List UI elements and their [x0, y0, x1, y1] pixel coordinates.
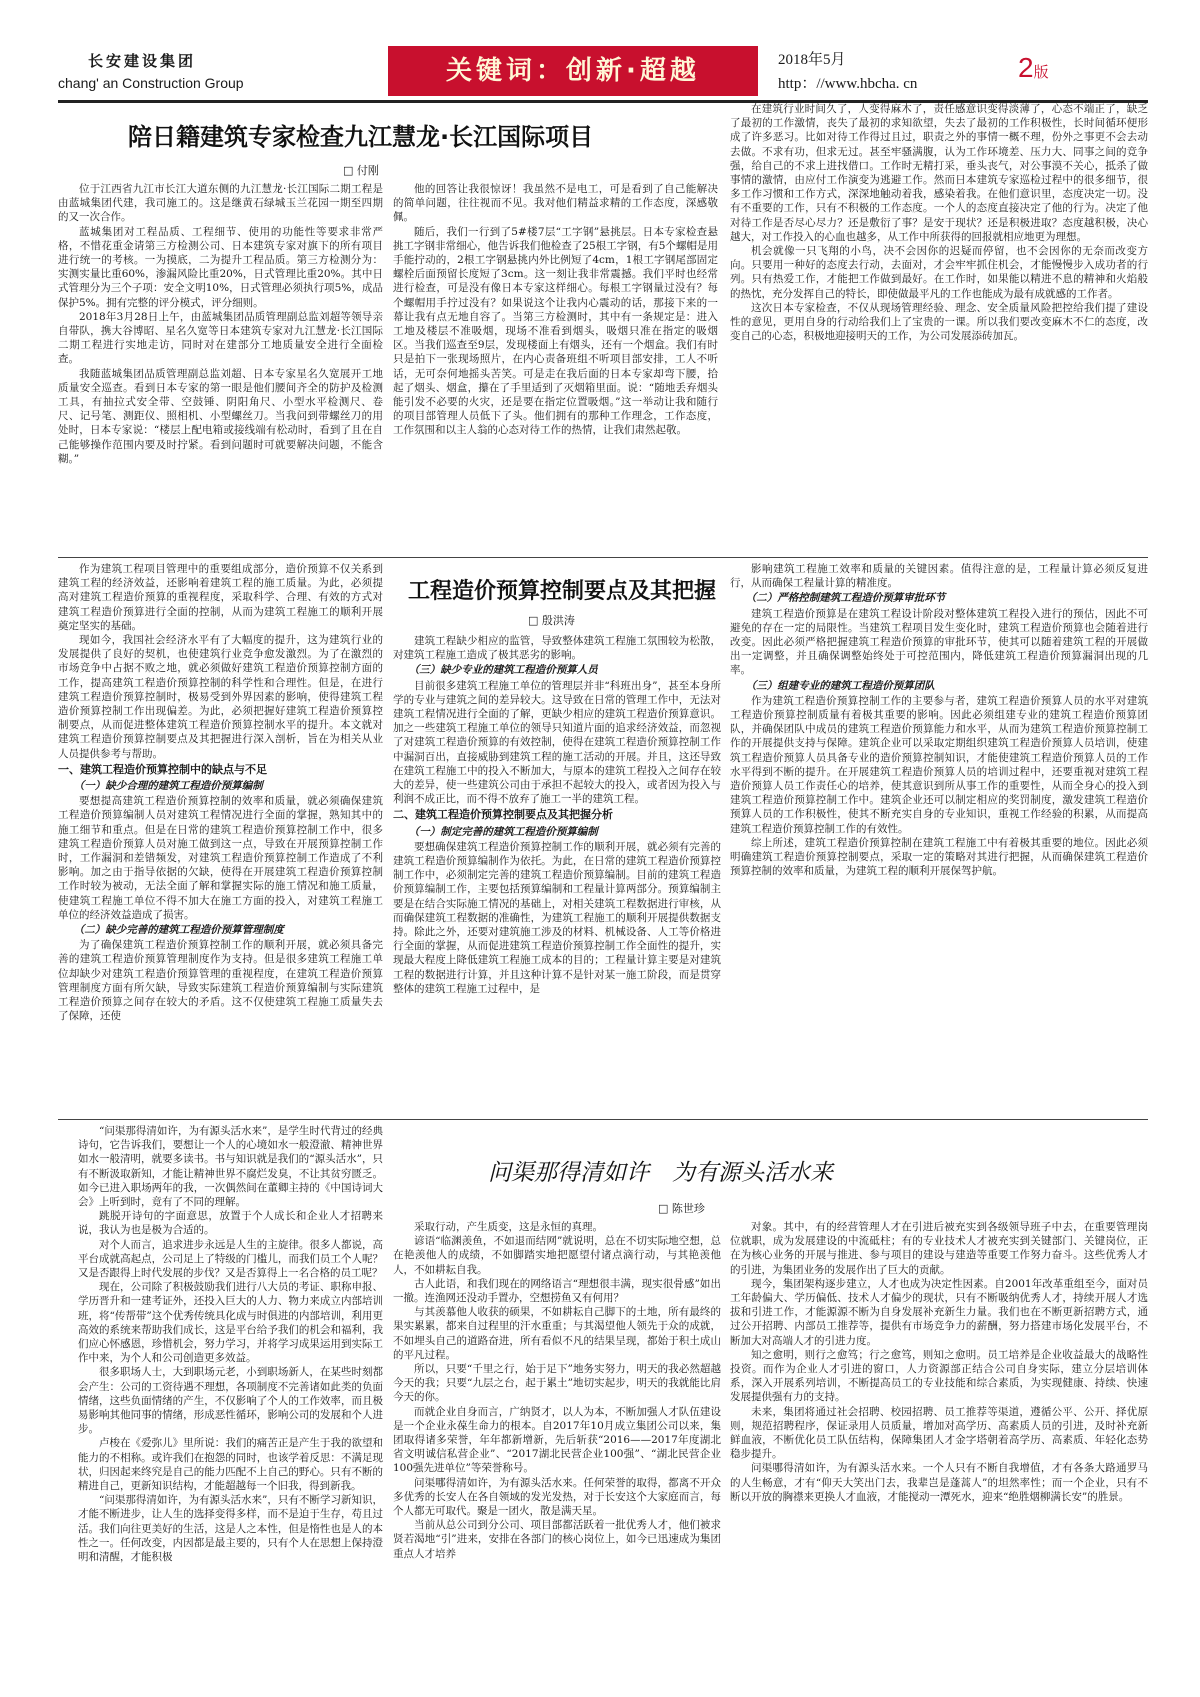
paragraph: 要想确保建筑工程造价预算控制工作的顺利开展，就必须有完善的建筑工程造价预算编制作为依托。为此，在日常的建筑工程造价预算控制工作中，必须制定完善的建筑工程造价预算编制。目前的建筑工程造价预算编制工作，主要包括预算编制和工程量计算两部分。预算编制主要是在结合实际施工情况的基础上，对相关建筑工程数据进行审核，从而确保建筑工程数据的准确性，为建筑工程施工的顺利开展提供数据支持。除此之外，还要对建筑施工涉及的材料、机械设备、人工等价格进行全面的掌握，从而促进建筑工程造价预算控制工作全面性的提升，实现最大程度上降低建筑工程施工成本的目的；工程量计算主要是对建筑工程的数据进行计算，并且这种计算不是针对某一施工阶段，而是贯穿整体的建筑工程施工过程中，是: [393, 840, 721, 995]
paragraph: 未来，集团将通过社会招聘、校园招聘、员工推荐等渠道，遵循公平、公开、择优原则，规范招聘程序，保证录用人员质量，增加对高学历、高素质人员的引进，及时补充新鲜血液，不断优化员工队伍结构，保障集团人才金字塔朝着高学历、高素质、年轻化态势稳步提升。: [730, 1405, 1148, 1461]
newspaper-page: [58, 42, 1148, 1672]
paragraph: 我随蓝城集团品质管理副总监刘超、日本专家星名久宽展开工地质量安全巡查。看到日本专家的第一眼是他们腰间齐全的防护及检测工具，有抽拉式安全带、空鼓锤、阴阳角尺、小型水平检测尺、卷尺、记号笔、测距仪、照相机、小型螺丝刀。当我问到带螺丝刀的用处时，日本专家说：“楼层上配电箱或接线端有松动时，看到了且在自己能够操作范围内要及时拧紧。看到问题时可就要解决问题，不能含糊。”: [58, 367, 383, 465]
section-heading: （一）缺少合理的建筑工程造价预算编制: [73, 780, 263, 793]
section-heading: 二、建筑工程造价预算控制要点及其把握分析: [393, 808, 613, 822]
company-brand: [58, 50, 358, 91]
section-heading: （三）组建专业的建筑工程造价预算团队: [745, 679, 935, 692]
masthead: [58, 42, 1148, 103]
article1-column-2: [393, 182, 718, 552]
company-name-cn: 长安建设集团: [88, 52, 197, 70]
paragraph: 现如今，我国社会经济水平有了大幅度的提升，这为建筑行业的发展提供了良好的契机，也使建筑行业竞争愈发激烈。为了在激烈的市场竞争中占据不败之地，就必须做好建筑工程造价预算控制方面的工作，提高建筑工程造价预算控制的科学性和合理性。但是，在进行建筑工程造价预算控制时，极易受到外界因素的影响，使得建筑工程造价预算控制工作出现偏差。为此，必须把握好建筑工程造价预算控制要点，从而促进整体建筑工程造价预算控制水平的提升。本文就对建筑工程造价预算控制要点及其把握进行深入剖析，旨在为相关从业人员提供参考与帮助。: [58, 634, 383, 760]
article1-title: 陪日籍建筑专家检查九江慧龙·长江国际项目: [128, 123, 594, 151]
section-heading: 一、建筑工程造价预算控制中的缺点与不足: [58, 762, 267, 776]
paragraph: 作为建筑工程项目管理中的重要组成部分，造价预算不仅关系到建筑工程的经济效益，还影响着建筑工程的施工质量。为此，必须提高对建筑工程造价预算的重视程度，采取科学、合理、有效的方式对建筑工程造价预算进行全面的控制，从而为建筑工程施工的顺利开展奠定坚实的基础。: [58, 563, 383, 632]
section-heading: （三）缺少专业的建筑工程造价预算人员: [408, 664, 598, 677]
section-heading: （二）缺少完善的建筑工程造价预算管理制度: [73, 924, 284, 937]
paragraph: 为了确保建筑工程造价预算控制工作的顺利开展，就必须具备完善的建筑工程造价预算管理制度作为支持。但是很多建筑工程施工单位却缺少对建筑工程造价预算管理的重视程度，在建筑工程造价预算管理制度方面有所欠缺，导致实际建筑工程造价预算编制与实际建筑工程造价预算之间存在较大的矛盾。这不仅使建筑工程施工质量失去了保障，还使: [58, 939, 383, 1023]
article2-column-2: [393, 634, 721, 1112]
article1-column-1: [58, 182, 383, 552]
divider: [58, 557, 1148, 558]
paragraph: 谚语“临渊羡鱼，不如退而结网”就说明，总在不切实际地空想，总在艳羡他人的成绩，不如脚踏实地把愿望付诸点滴行动，与其艳羡他人，不如耕耘自我。: [393, 1235, 721, 1276]
paragraph: 2018年3月28日上午，由蓝城集团品质管理副总监刘超等领导亲自带队，携大谷博昭、星名久宽等日本建筑专家对九江慧龙·长江国际二期工程进行实地走访，同时对在建部分工地质量安全进行全面检查。: [58, 310, 383, 366]
article2-column-3: [730, 562, 1148, 1112]
paragraph: 在建筑行业时间久了，人变得麻木了，责任感意识变得淡薄了，心态不端正了，缺乏了最初的工作激情，丧失了最初的求知欲望，失去了最初的工作积极性，长时间循环便形成了许多恶习。比如对待工作得过且过，职责之外的事情一概不理，份外之事更不会去动去做。不求有功，但求无过。甚至牢骚满腹，认为工作环境差、压力大、同事之间的竞争强，给自己的不求上进找借口。工作时无精打采，垂头丧气，对公事漠不关心，抵杀了做事情的激情，由应付工作演变为逃避工作。然而日本建筑专家巡检过程中的很多细节，很多工作习惯和工作方式，深深地触动着我，感染着我。在他们意识里，态度决定一切。没有不重要的工作，只有不积极的工作态度。一个人的态度直接决定了他的行为。决定了他对待工作是否尽心尽力？还是敷衍了事？是安于现状？还是积极进取？态度越积极，决心越大，对工作投入的心血也越多，从工作中所获得的回报就相应地更为理想。: [730, 103, 1148, 243]
paragraph: 对个人而言，追求进步永远是人生的主旋律。很多人都说，高平台成就高起点，公司足上了特级的门槛儿，而我们员工个人呢？又是否跟得上时代发展的步伐？又是否算得上一名合格的员工呢？: [78, 1238, 383, 1280]
article3-byline: □ 陈世珍: [658, 1202, 705, 1215]
paragraph: 目前很多建筑工程施工单位的管理层并非“科班出身”，甚至本身所学的专业与建筑之间的差异较大。这导致在日常的管理工作中，无法对建筑工程情况进行全面的了解，更缺少相应的建筑工程造价预算意识。加之一些建筑工程施工单位的领导只知道片面的追求经济效益，而忽视了对建筑工程造价预算的有效控制，使得在建筑工程造价预算控制工作中漏洞百出，直接威胁到建筑工程的施工活动的开展。并且，这还导致在建筑工程施工中的投入不断加大，与原本的建筑工程投入之间存在较大的差异，使一些建筑公司由于承担不起较大的投入，或者因为投入与利润不成正比，而不得不放弃了施工一半的建筑工程。: [393, 679, 721, 806]
paragraph: 位于江西省九江市长江大道东侧的九江慧龙·长江国际二期工程是由蓝城集团代建，我司施工的。这是继黄石绿城玉兰花园一期至四期的又一次合作。: [58, 183, 383, 224]
article2-column-1: [58, 562, 383, 1112]
article1-column-3: [730, 102, 1148, 554]
paragraph: 影响建筑工程施工效率和质量的关键因素。值得注意的是，工程量计算必须反复进行，从而确保工程量计算的精准度。: [730, 563, 1148, 590]
article3-title: 问渠那得清如许 为有源头活水来: [488, 1160, 833, 1186]
paragraph: 作为建筑工程造价预算控制工作的主要参与者，建筑工程造价预算人员的水平对建筑工程造价预算控制质量有着极其重要的影响。因此必须组建专业的建筑工程造价预算团队，并确保团队中成员的建筑工程造价预算能力和水平，从而为建筑工程造价预算控制工作的开展提供支持与保障。建筑企业可以采取定期组织建筑工程造价预算人员培训，使建筑工程造价预算人员具备专业的造价预算控制知识，才能使建筑工程造价预算人员的工作水平得到不断的提升。在开展建筑工程造价预算人员的培训过程中，还要重视对建筑工程造价预算人员工作责任心的培养，使其意识到所从事工作的重要性，从而全身心的投入到建筑工程造价预算控制工作中。建筑企业还可以制定相应的奖罚制度，激发建筑工程造价预算人员的工作积极性，使其不断充实自身的专业知识，重视工作经验的积累，从而提高建筑工程造价预算控制工作的有效性。: [730, 694, 1148, 835]
paragraph: 跳脱开诗句的字面意思，放置于个人成长和企业人才招聘来说，我认为也是极为合适的。: [78, 1210, 383, 1237]
website-url[interactable]: http：//www.hbcha. cn: [778, 76, 918, 92]
paragraph: 问渠哪得清如许，为有源头活水来。一个人只有不断自我增值，才有各条大路通罗马的人生畅意，才有“仰天大笑出门去，我辈岂是蓬蒿人”的坦然率性；而一个企业，只有不断以开放的胸襟来更换人才血液，才能搅动一潭死水，迎来“绝胜烟柳满长安”的胜景。: [730, 1462, 1148, 1503]
paragraph: 建筑工程造价预算是在建筑工程设计阶段对整体建筑工程投入进行的预估，因此不可避免的存在一定的局限性。当建筑工程项目发生变化时，建筑工程造价预算也会随着进行改变。因此必须严格把握建筑工程造价预算的审批环节，使其可以随着建筑工程的开展做出一定调整，并且确保调整始终处于可控范围内，降低建筑工程造价预算漏洞出现的几率。: [730, 607, 1148, 677]
paragraph: 当前从总公司到分公司、项目部都活跃着一批优秀人才，他们被求贤若渴地“引”进来，安排在各部门的核心岗位上，如今已迅速成为集团重点人才培养: [393, 1519, 721, 1560]
article1-byline: □ 付刚: [343, 164, 379, 177]
paragraph: 很多职场人士，大到职场元老，小到职场新人，在某些时刻都会产生：公司的工资待遇不理想，各项制度不完善诸如此类的负面情绪，这些负面情绪的产生，不仅影响了个人的工作效率，而且极易影响其他同事的情绪，形成恶性循环，影响公司的发展和个人进步。: [78, 1366, 383, 1436]
section-heading: （一）制定完善的建筑工程造价预算编制: [408, 825, 598, 838]
article3-column-1: [78, 1124, 383, 1672]
page-number: [1018, 52, 1049, 84]
paragraph: 所以，只要“千里之行，始于足下”地务实努力，明天的我必然超越今天的我；只要“九层之台，起于累土”地切实起步，明天的我就能比肩今天的你。: [393, 1363, 721, 1404]
divider: [58, 1119, 1148, 1120]
page-number-value: 2: [1018, 52, 1034, 83]
page-number-suffix: 版: [1033, 64, 1049, 81]
issue-info: [778, 50, 998, 94]
paragraph: 要想提高建筑工程造价预算控制的效率和质量，就必须确保建筑工程造价预算编制人员对建筑工程情况进行全面的掌握，熟知其中的施工细节和重点。但是在日常的建筑工程造价预算控制工作中，很多建筑工程造价预算人员对施工做到这一点，导致在开展预算控制工作时，工作漏洞和差错频发，对建筑工程造价预算控制工作造成了不利影响。加之由于指导依据的欠缺，使得在开展建筑工程造价预算控制工作时较为被动，无法全面了解和掌握实际的施工情况和施工质量，使建筑工程施工单位不得不加大在施工方面的投入，对建筑工程施工单位的经济效益造成了损害。: [58, 795, 383, 921]
article2-title: 工程造价预算控制要点及其把握: [408, 579, 717, 604]
paragraph: 卢梭在《爱弥儿》里所说：我们的痛苦正是产生于我的欲望和能力的不相称。或许我们在抱怨的同时，也该学着反思：不满足现状，归因起来终究是自己的能力匹配不上自己的野心。只有不断的精进自己，更新知识结构，才能超越每一个旧我，得到新我。: [78, 1437, 383, 1493]
paragraph: 随后，我们一行到了5#楼7层“工字钢”悬挑层。日本专家检查悬挑工字钢非常细心，他告诉我们他检查了25根工字钢，有5个螺帽是用手能拧动的，2根工字钢悬挑内外比例短了4cm，1根工字钢尾部固定螺栓后面预留长度短了3cm。这一刻让我非常震撼。我们平时也经常进行检查，可是没有像日本专家这样细心。每根工字钢量过没有？每个螺帽用手拧过没有？如果说这个让我内心震动的话，那接下来的一幕让我有点无地自容了。当第三方检测时，其中有一条规定是：进入工地及楼层不准吸烟，现场不准看到烟头，吸烟只准在指定的吸烟区。当我们巡查至9层，发现楼面上有烟头，还有一个烟盒。我们有时只是拍下一张现场照片，在内心责备班组不听项目部安排，工人不听话，无可奈何地摇头苦笑。可是走在我后面的日本专家却弯下腰，拾起了烟头、烟盒，攥在了手里适到了灭烟箱里面。说：“随地丢弃烟头能引发不必要的火灾，还是要在指定位置吸烟。”这一举动让我和随行的项目部管理人员低下了头。他们拥有的那种工作理念，工作态度，工作氛围和以主人翁的心态对待工作的热情，让我们肃然起敬。: [393, 225, 718, 437]
paragraph: 蓝城集团对工程品质、工程细节、使用的功能性等要求非常严格，不惜花重金请第三方检测公司、日本建筑专家对旗下的所有项目进行统一的考核。一为摸底，二为提升工程品质。第三方检测分为：实测实量比重60%，渗漏风险比重20%，日式管理比重20%。其中日式管理分为三个子项：安全文明10%，日式管理必须执行项5%，成品保护5%。拥有完整的评分模式，评分细则。: [58, 225, 383, 309]
article3-column-3: [730, 1220, 1148, 1672]
paragraph: 古人此语，和我们现在的网络语言“理想很丰满，现实很骨感”如出一撤。连渔网还没动手置办，空想捞鱼又有何用？: [393, 1277, 721, 1305]
paragraph: 与其羡慕他人收获的硕果，不如耕耘自己脚下的土地，所有最终的果实累累，都来自过程里的汗水重重；与其渴望他人领先于众的成就，不如埋头自己的道路奋进，所有看似不凡的结果呈现，都始于积土成山的平凡过程。: [393, 1306, 721, 1361]
keyword-banner: 关键词：创新·超越: [388, 46, 758, 96]
paragraph: 采取行动，产生质变，这是永恒的真理。: [414, 1221, 603, 1233]
paragraph: 现在，公司除了积极鼓励我们进行八大员的考证、职称申报、学历晋升和一建考证外，还投入巨大的人力、物力来成立内部培训班，将“传帮带”这个优秀传统具化成与时俱进的内部培训，利用更高效的系统来帮助我们成长，这是平台给予我们的机会和福利，我们应心怀感恩，珍惜机会，努力学习，并将学习成果运用到实际工作中来，为个人和公司创造更多效益。: [78, 1281, 383, 1365]
paragraph: 现今，集团架构逐步建立，人才也成为决定性因素。自2001年改革重组至今，面对员工年龄偏大、学历偏低、技术人才偏少的现状，只有不断吸纳优秀人才，持续开展人才选拔和引进工作，才能源源不断为自身发展补充新生力量。我们也在不断更新招聘方式，通过公开招聘、内部员工推荐等，提供有市场竞争力的薪酬，努力搭建市场化发展平台，不断加大对高端人才的引进力度。: [730, 1277, 1148, 1347]
paragraph: 问渠哪得清如许，为有源头活水来。任何荣誉的取得，都离不开众多优秀的长安人在各自领域的发光发热，对于长安这个大家庭而言，每个人都无可取代。聚是一团火，散是满天星。: [393, 1476, 721, 1518]
paragraph: 他的回答让我很惊讶！我虽然不是电工，可是看到了自己能解决的简单问题，往往视而不见。我对他们精益求精的工作态度，深感敬佩。: [393, 183, 718, 224]
paragraph: 而就企业自身而言，广纳贤才，以人为本，不断加强人才队伍建设是一个企业永葆生命力的根本。自2017年10月成立集团公司以来，集团取得诸多荣誉，年年都新增新，先后斩获“2016——2017年度湖北省文明诚信私营企业”、“2017湖北民营企业100强”、“湖北民营企业100强先进单位”等荣誉称号。: [393, 1405, 721, 1475]
paragraph: “问渠那得清如许，为有源头活水来”，只有不断学习新知识，才能不断进步，让人生的选择变得多样，而不是迫于生存，苟且过活。我们向往更美好的生活，这是人之本性，但是惰性也是人的本性之一。任何改变，内因都是最主要的，只有个人在思想上保持澄明和清醒，才能积极: [78, 1494, 383, 1564]
issue-date: 2018年5月: [778, 52, 846, 68]
article3-column-2: [393, 1220, 721, 1672]
section-heading: （二）严格控制建筑工程造价预算审批环节: [745, 592, 946, 605]
paragraph: 综上所述，建筑工程造价预算控制在建筑工程施工中有着极其重要的地位。因此必须明确建筑工程造价预算控制要点，采取一定的策略对其进行把握，从而确保建筑工程造价预算控制的效率和质量，为建筑工程的顺利开展保驾护航。: [730, 836, 1148, 878]
paragraph: 建筑工程缺少相应的监管，导致整体建筑工程施工氛围较为松散，对建筑工程施工造成了极其恶劣的影响。: [393, 635, 721, 662]
paragraph: “问渠那得清如许，为有源头活水来”，是学生时代背过的经典诗句，它告诉我们，要想让一个人的心境如水一般澄澈、精神世界如水一般清明，就要多读书。书与知识就是我们的“源头活水”，只有不断汲取新知，才能让精神世界不腐烂发臭，不让其贫穷匮乏。如今已进入职场两年的我，一次偶然间在董卿主持的《中国诗词大会》上听到时，竟有了不同的理解。: [78, 1125, 383, 1209]
paragraph: 这次日本专家检查，不仅从现场管理经验、理念、安全质量风险把控给我们提了建设性的意见，更用自身的行动给我们上了宝贵的一课。所以我们要改变麻木不仁的态度，改变自己的心态，积极地迎接明天的工作，为公司发展添砖加瓦。: [730, 301, 1148, 343]
company-name-en: chang' an Construction Group: [58, 75, 244, 91]
paragraph: 知之愈明，则行之愈笃；行之愈笃，则知之愈明。员工培养是企业收益最大的战略性投资。而作为企业人才引进的窗口，人力资源部正结合公司自身实际，建立分层培训体系，深入开展系列培训，不断提高员工的专业技能和综合素质，为实现健康、持续、快速发展提供强有力的支持。: [730, 1348, 1148, 1404]
paragraph: 机会就像一只飞翔的小鸟，决不会因你的迟疑而停留，也不会因你的无奈而改变方向。只要用一种好的态度去行动，去面对，才会牢牢抓住机会，才能慢慢步入成功者的行列。只有热爱工作，才能把工作做到最好。在工作时，如果能以精进不息的精神和火焰般的热忱，充分发挥自己的特长，即使做最平凡的工作也能成为最有成就感的工作者。: [730, 245, 1148, 300]
article2-byline: □ 殷洪涛: [528, 614, 575, 627]
paragraph: 对象。其中，有的经营管理人才在引进后被充实到各级领导班子中去，在重要管理岗位就职，成为发展建设的中流砥柱；有的专业技术人才被充实到关键部门、关键岗位，正在为核心业务的开展与推进、参与项目的建设与建造等重要工作努力奋斗。这些优秀人才的引进，为集团业务的发展作出了巨大的贡献。: [730, 1221, 1148, 1276]
